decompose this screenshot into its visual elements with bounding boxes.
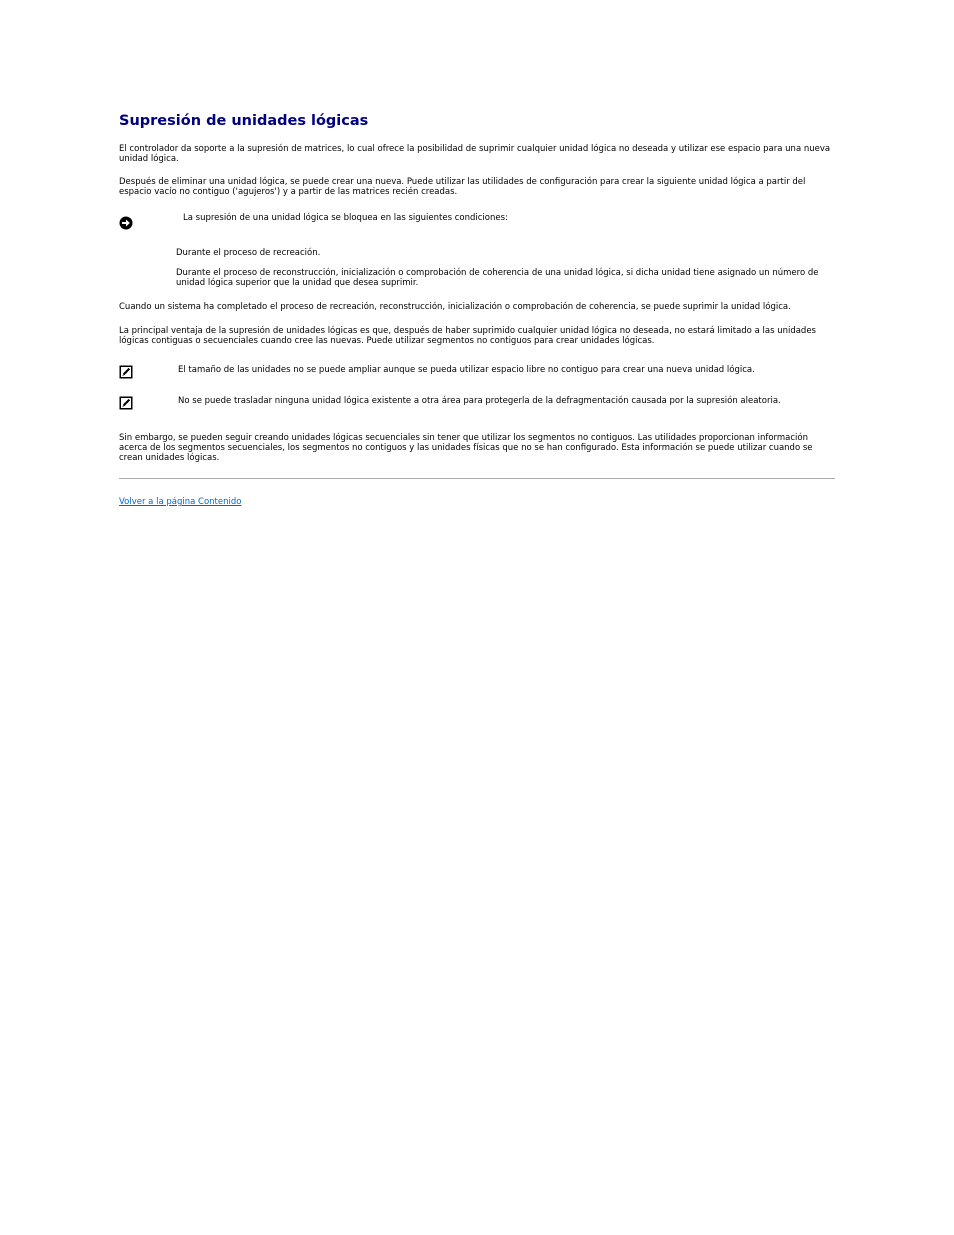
notice-block [119, 213, 835, 230]
document-content [119, 112, 835, 507]
horizontal-divider [119, 478, 835, 479]
list-item: Durante el proceso de reconstrucción, inicialización o comprobación de coherencia de una unidad lógica, si dicha unidad tiene asignado un número de unidad lógica superior que la unidad que desea suprimir. [176, 268, 819, 288]
paragraph-create-new: Después de eliminar una unidad lógica, se puede crear una nueva. Puede utilizar las utilidades de configuración para crear la siguiente unidad lógica a partir del espacio vacío no contiguo ('agujeros') y a partir de las matrices recién creadas. [119, 177, 806, 197]
notice-conditions-list [176, 248, 835, 288]
paragraph-sequential: Sin embargo, se pueden seguir creando unidades lógicas secuenciales sin tener que utilizar los segmentos no contiguos. Las utilidades proporcionan información acerca de los segmentos secuenciales, los segmentos no contiguos y las unidades físicas que no se han configurado. Esta información se puede utilizar cuando se crean unidades lógicas. [119, 433, 813, 463]
back-to-contents-link[interactable]: Volver a la página Contenido [119, 497, 242, 507]
note-text: No se puede trasladar ninguna unidad lógica existente a otra área para protegerla de la defragmentación causada por la supresión aleatoria. [178, 396, 781, 406]
notice-arrow-icon [119, 216, 133, 230]
page-title: Supresión de unidades lógicas [119, 113, 369, 129]
paragraph-advantage: La principal ventaja de la supresión de unidades lógicas es que, después de haber suprimido cualquier unidad lógica no deseada, no estará limitado a las unidades lógicas contiguas o secuenciales cuando cree las nuevas. Puede utilizar segmentos no contiguos para crear unidades lógicas. [119, 326, 816, 346]
notice-text: La supresión de una unidad lógica se bloquea en las siguientes condiciones: [183, 213, 508, 223]
note-pencil-icon [119, 365, 133, 379]
note-block [119, 396, 835, 410]
list-item: Durante el proceso de recreación. [176, 248, 321, 258]
paragraph-intro: El controlador da soporte a la supresión de matrices, lo cual ofrece la posibilidad de suprimir cualquier unidad lógica no deseada y utilizar ese espacio para una nueva unidad lógica. [119, 144, 831, 164]
note-text: El tamaño de las unidades no se puede ampliar aunque se pueda utilizar espacio libre no contiguo para crear una nueva unidad lógica. [178, 365, 755, 375]
paragraph-completed: Cuando un sistema ha completado el proceso de recreación, reconstrucción, inicialización o comprobación de coherencia, se puede suprimir la unidad lógica. [119, 302, 791, 312]
note-pencil-icon [119, 396, 133, 410]
footer-links [119, 497, 835, 507]
note-block [119, 365, 835, 379]
